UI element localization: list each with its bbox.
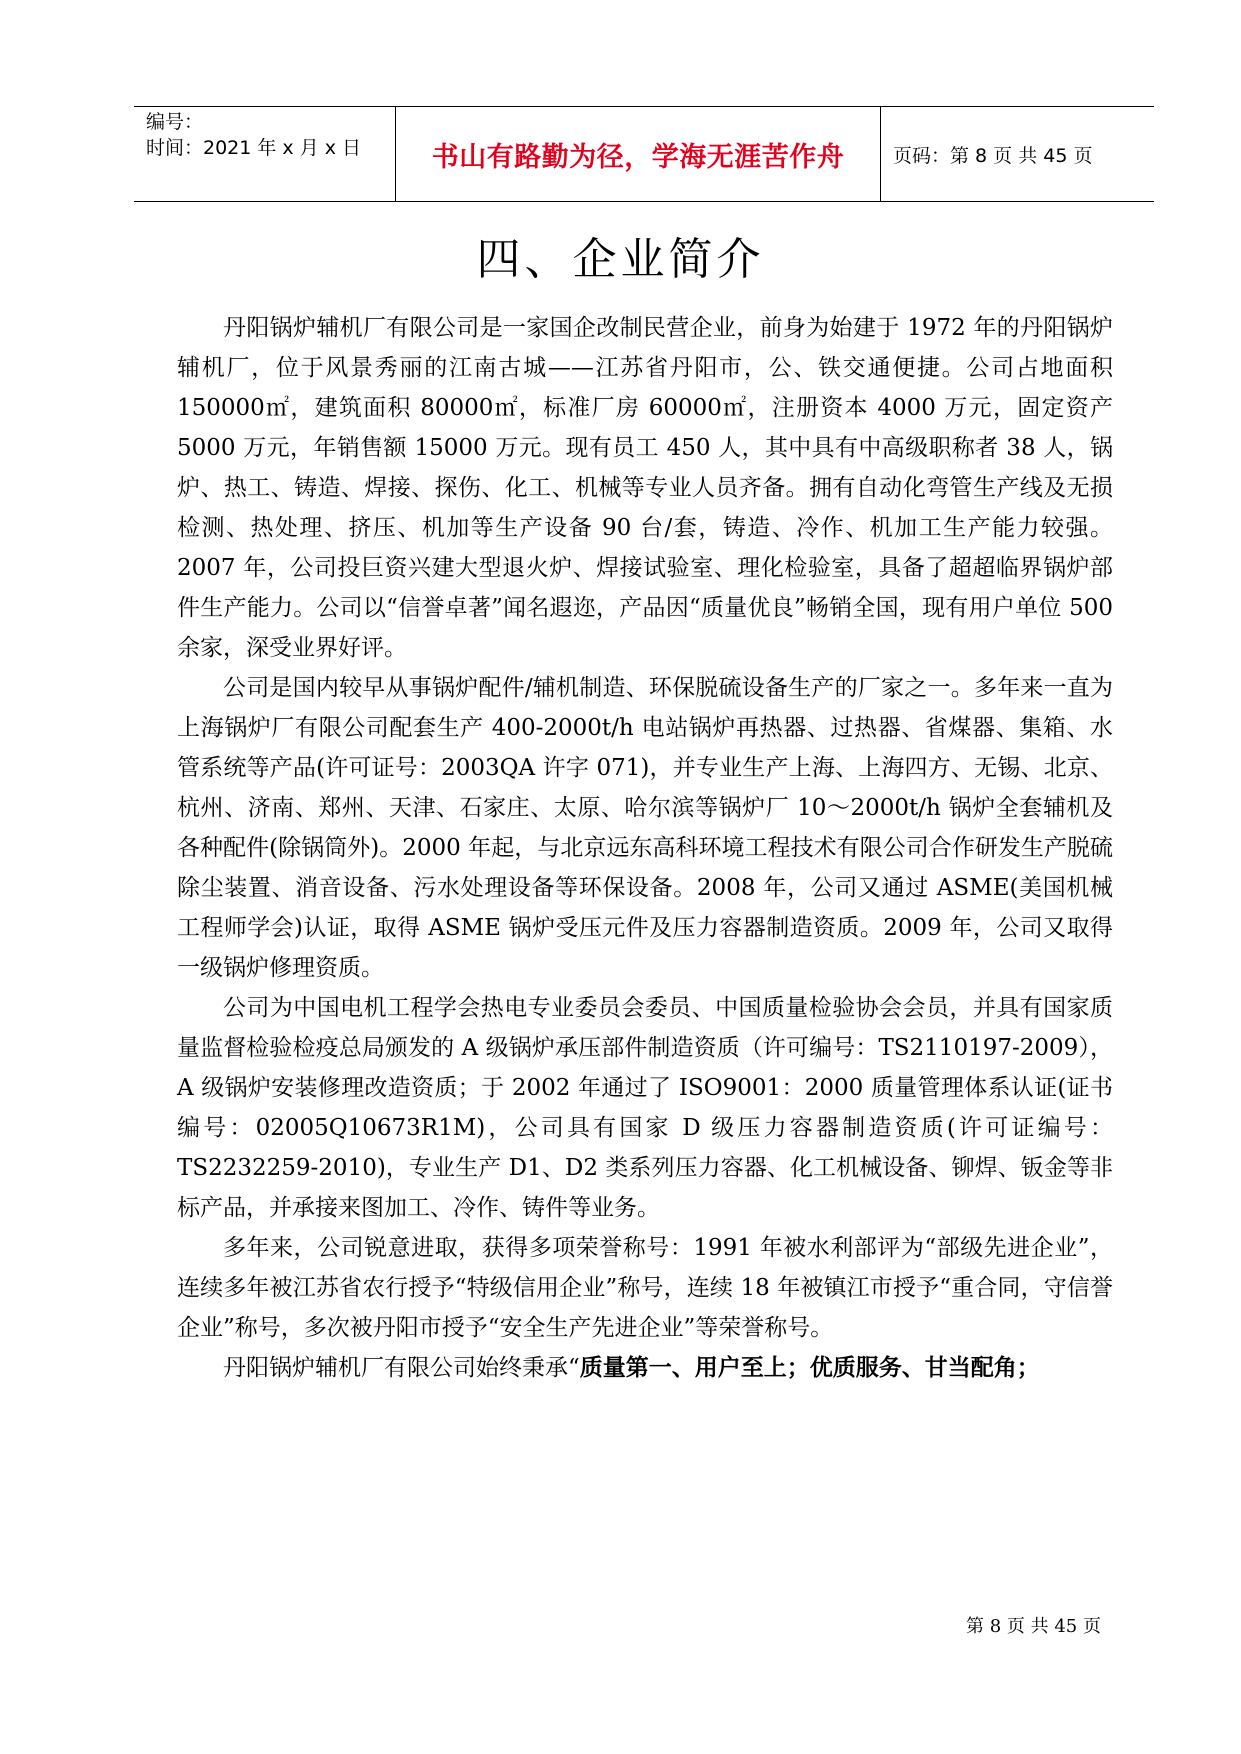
- header-number-label: 编号：: [146, 111, 204, 133]
- page-title: 四、企业简介: [476, 234, 765, 285]
- header-meta: [134, 107, 396, 201]
- philosophy-bold: 质量第一、用户至上；优质服务、甘当配角；: [579, 1355, 1040, 1381]
- paragraph-honors: 多年来，公司锐意进取，获得多项荣誉称号：1991 年被水利部评为“部级先进企业”，连续多年被江苏省农行授予“特级信用企业”称号，连续 18 年被镇江市授予“重合同，守信誉企业”称号，多次被丹阳市授予“安全生产先进企业”等荣誉称号。: [177, 1235, 1113, 1341]
- page-footer: 第 8 页 共 45 页: [966, 1616, 1101, 1637]
- header-time-label: 时间：2021 年 x 月 x 日: [146, 137, 362, 159]
- document-body: [177, 308, 1113, 1388]
- philosophy-lead: 丹阳锅炉辅机厂有限公司始终秉承“: [223, 1355, 580, 1381]
- paragraph-company-overview: 丹阳锅炉辅机厂有限公司是一家国企改制民营企业，前身为始建于 1972 年的丹阳锅炉辅机厂，位于风景秀丽的江南古城——江苏省丹阳市，公、铁交通便捷。公司占地面积 150000㎡，建筑面积 80000㎡，标准厂房 60000㎡，注册资本 4000 万元，固定资产 5000 万元，年销售额 15000 万元。现有员工 450 人，其中具有中高级职称者 38 人，锅炉、热工、铸造、焊接、探伤、化工、机械等专业人员齐备。拥有自动化弯管生产线及无损检测、热处理、挤压、机加等生产设备 90 台/套，铸造、冷作、机加工生产能力较强。2007 年，公司投巨资兴建大型退火炉、焊接试验室、理化检验室，具备了超超临界锅炉部件生产能力。公司以“信誉卓著”闻名遐迩，产品因“质量优良”畅销全国，现有用户单位 500 余家，深受业界好评。: [177, 315, 1113, 661]
- paragraph-philosophy: [177, 1348, 1113, 1388]
- paragraph-qualifications: 公司为中国电机工程学会热电专业委员会委员、中国质量检验协会会员，并具有国家质量监督检验检疫总局颁发的 A 级锅炉承压部件制造资质（许可编号：TS2110197-2009），A 级锅炉安装修理改造资质；于 2002 年通过了 ISO9001：2000 质量管理体系认证(证书编号：02005Q10673R1M)，公司具有国家 D 级压力容器制造资质(许可证编号：TS2232259-2010)，专业生产 D1、D2 类系列压力容器、化工机械设备、铆焊、钣金等非标产品，并承接来图加工、冷作、铸件等业务。: [177, 995, 1113, 1221]
- header-page-info: 页码：第 8 页 共 45 页: [893, 144, 1093, 167]
- paragraph-products: 公司是国内较早从事锅炉配件/辅机制造、环保脱硫设备生产的厂家之一。多年来一直为上海锅炉厂有限公司配套生产 400-2000t/h 电站锅炉再热器、过热器、省煤器、集箱、水管系统等产品(许可证号：2003QA 许字 071)，并专业生产上海、上海四方、无锡、北京、杭州、济南、郑州、天津、石家庄、太原、哈尔滨等锅炉厂 10～2000t/h 锅炉全套辅机及各种配件(除锅筒外)。2000 年起，与北京远东高科环境工程技术有限公司合作研发生产脱硫除尘装置、消音设备、污水处理设备等环保设备。2008 年，公司又通过 ASME(美国机械工程师学会)认证，取得 ASME 锅炉受压元件及压力容器制造资质。2009 年，公司又取得一级锅炉修理资质。: [177, 675, 1113, 981]
- header-motto: 书山有路勤为径，学海无涯苦作舟: [396, 107, 881, 201]
- page-header: [134, 106, 1154, 202]
